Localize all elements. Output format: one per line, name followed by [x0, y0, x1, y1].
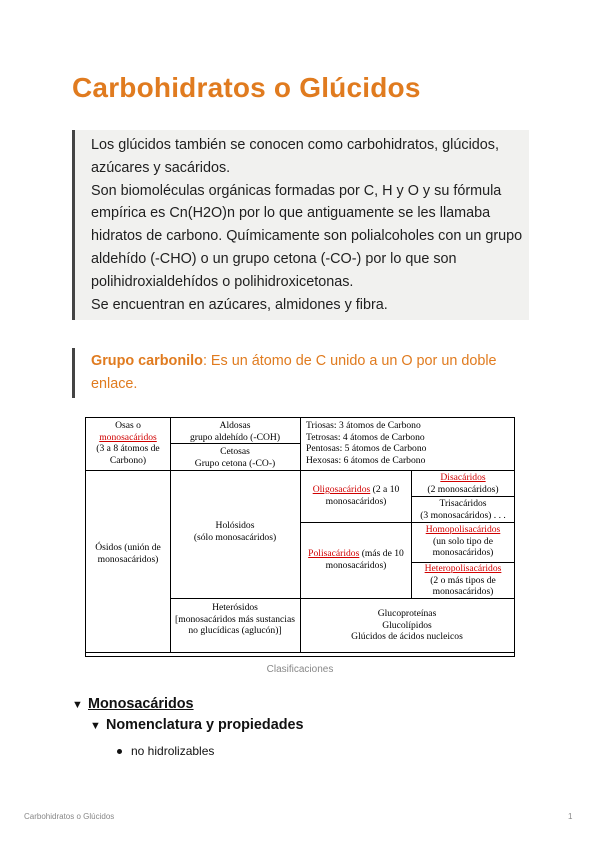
bullet-icon	[117, 749, 122, 754]
pentosas-label: Pentosas: 5 átomos de Carbono	[306, 443, 427, 454]
footer-doc-title: Carbohidratos o Glúcidos	[24, 812, 115, 821]
holosidos-sub: (sólo monosacáridos)	[193, 531, 277, 543]
triangle-down-icon: ▼	[90, 720, 101, 732]
page-title: Carbohidratos o Glúcidos	[72, 72, 421, 103]
glucidos-acidos-nucleicos-label: Glúcidos de ácidos nucleicos	[351, 631, 463, 642]
cetosas-cell	[172, 446, 298, 469]
hexosas-label: Hexosas: 6 átomos de Carbono	[306, 454, 426, 466]
callout-term: Grupo carbonilo	[91, 353, 203, 369]
carbonyl-callout	[72, 348, 529, 398]
polisacaridos-label: Polisacáridos	[308, 548, 360, 559]
footer-page-number: 1	[568, 812, 573, 821]
heteropolisacaridos-sub: (2 o más tipos de monosacáridos)	[430, 574, 496, 597]
list-item-text: no hidrolizables	[131, 744, 215, 758]
polisacaridos-cell	[302, 548, 410, 571]
cetosas-label: Cetosas	[220, 446, 250, 457]
aldosas-cell	[172, 420, 298, 443]
oligosacaridos-cell	[302, 484, 410, 507]
toggle-monosacaridos[interactable]	[72, 696, 194, 712]
figure-rule	[300, 418, 301, 652]
figure-rule	[411, 496, 514, 497]
toggle-nomenclatura-label: Nomenclatura y propiedades	[106, 717, 304, 733]
carbon-count-cell	[306, 420, 512, 466]
cetosas-group: Grupo cetona (-CO-)	[194, 457, 276, 469]
heterosidos-label: Heterósidos	[212, 602, 258, 613]
figure-rule	[86, 652, 514, 653]
toggle-monosacaridos-label: Monosacáridos	[88, 696, 194, 712]
oligosacaridos-label: Oligosacáridos	[312, 484, 371, 495]
glucoproteinas-label: Glucoproteínas	[377, 608, 437, 619]
intro-quote	[72, 130, 529, 320]
glucoconjugados-cell	[302, 608, 512, 643]
monosacaridos-label: monosacáridos	[99, 431, 157, 443]
toggle-nomenclatura[interactable]	[90, 717, 304, 733]
osidos-cell: Ósidos (unión de monosacáridos)	[95, 542, 161, 565]
oligosacaridos-range: (2 a 10 monosacáridos)	[325, 484, 400, 507]
trisacaridos-sub: (3 monosacáridos) . . .	[420, 509, 506, 521]
intro-paragraph-3: Se encuentran en azúcares, almidones y fibra.	[91, 296, 388, 313]
holosidos-label: Holósidos	[215, 520, 255, 531]
disacaridos-label: Disacáridos	[440, 472, 486, 483]
disacaridos-sub: (2 monosacáridos)	[427, 483, 499, 495]
aldosas-group: grupo aldehído (-COH)	[189, 431, 281, 443]
callout-definition: : Es un átomo de C unido a un O por un doble enlace.	[91, 353, 497, 392]
osas-carbon-range: (3 a 8 átomos de Carbono)	[96, 443, 160, 466]
heteropolisacaridos-label: Heteropolisacáridos	[424, 563, 502, 574]
heterosidos-sub: [monosacáridos más sustancias no glucídicas (aglucón)]	[175, 613, 295, 636]
figure-rule	[170, 418, 171, 652]
homopolisacaridos-sub: (un solo tipo de monosacáridos)	[432, 535, 494, 558]
trisacaridos-label: Trisacáridos	[439, 498, 487, 509]
tetrosas-label: Tetrosas: 4 átomos de Carbono	[306, 431, 425, 443]
figure-rule	[170, 443, 300, 444]
homopolisacaridos-label: Homopolisacáridos	[425, 524, 501, 535]
triosas-label: Triosas: 3 átomos de Carbono	[306, 420, 421, 431]
osas-label: Osas o	[115, 420, 141, 431]
figure-rule	[411, 470, 412, 598]
intro-paragraph-2: Son biomoléculas orgánicas formadas por C, H y O y su fórmula empírica es Cn(H2O)n por lo que antiguamente se les llamaba hidratos de carbono. Químicamente son polialcoholes con un grupo aldehído (-CHO) o un grupo cetona (-CO-) por lo que son polihidroxialdehídos o polihidroxicetonas.	[91, 182, 523, 290]
figure-caption: Clasificaciones	[266, 664, 334, 675]
osas-cell	[88, 420, 168, 466]
triangle-down-icon: ▼	[72, 699, 83, 711]
polisacaridos-range: (más de 10 monosacáridos)	[325, 548, 404, 571]
list-item	[117, 744, 214, 758]
figure-rule	[300, 522, 514, 523]
disacaridos-cell	[413, 472, 513, 495]
heterosidos-cell	[172, 602, 298, 637]
classification-figure	[85, 417, 515, 657]
aldosas-label: Aldosas	[219, 420, 251, 431]
figure-rule	[170, 598, 514, 599]
trisacaridos-cell	[413, 498, 513, 521]
glucolipidos-label: Glucolípidos	[382, 619, 432, 631]
heteropolisacaridos-cell	[413, 563, 513, 598]
intro-paragraph-1: Los glúcidos también se conocen como carbohidratos, glúcidos, azúcares y sacáridos.	[91, 137, 499, 176]
homopolisacaridos-cell	[413, 524, 513, 559]
holosidos-cell	[172, 520, 298, 543]
